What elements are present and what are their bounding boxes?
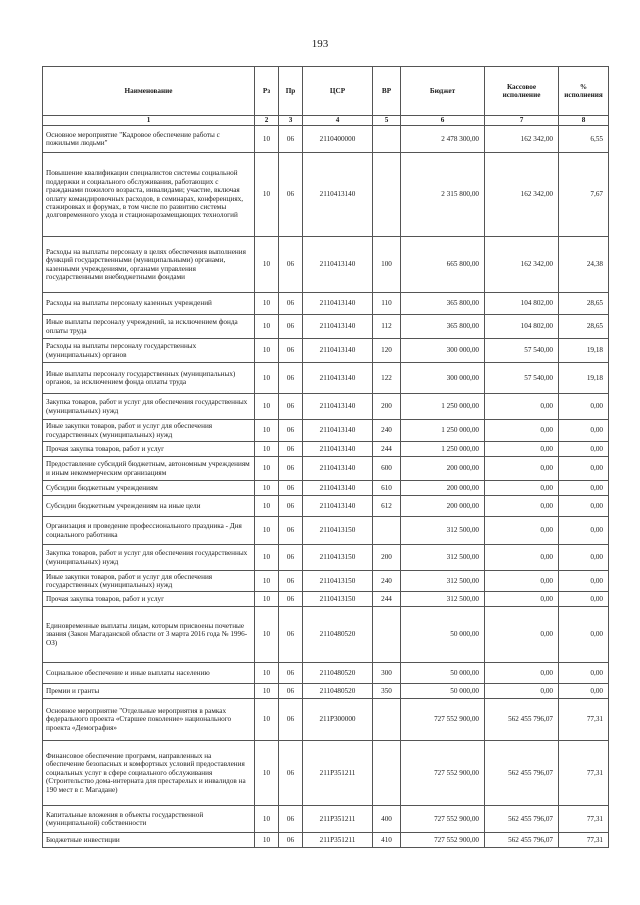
row-csr: 2110413140 xyxy=(303,457,373,481)
row-pr: 06 xyxy=(279,833,303,848)
row-name: Субсидии бюджетным учреждениям xyxy=(43,481,255,496)
header-rz: Рз xyxy=(255,67,279,116)
row-vr: 244 xyxy=(373,592,401,607)
row-cash-execution: 0,00 xyxy=(485,481,559,496)
table-row xyxy=(43,496,609,517)
row-vr: 612 xyxy=(373,496,401,517)
row-budget: 2 478 300,00 xyxy=(401,126,485,153)
row-csr: 2110413140 xyxy=(303,339,373,363)
row-percent-execution: 0,00 xyxy=(559,545,609,571)
row-percent-execution: 0,00 xyxy=(559,592,609,607)
table-row xyxy=(43,607,609,663)
row-csr: 2110480520 xyxy=(303,663,373,684)
row-cash-execution: 162 342,00 xyxy=(485,153,559,237)
row-budget: 2 315 800,00 xyxy=(401,153,485,237)
row-name: Финансовое обеспечение программ, направленных на обеспечение безопасных и комфортных условий предоставления социальных услуг в сфере социального обслуживания (Строительство дома-интерната для престарелых и инвалидов на 190 мест в г. Магадане) xyxy=(43,741,255,806)
row-name: Иные выплаты персоналу государственных (муниципальных) органов, за исключением фонда оплаты труда xyxy=(43,363,255,394)
row-rz: 10 xyxy=(255,339,279,363)
header-pr: Пр xyxy=(279,67,303,116)
row-rz: 10 xyxy=(255,741,279,806)
column-number-row xyxy=(43,116,609,126)
row-percent-execution: 77,31 xyxy=(559,699,609,741)
row-cash-execution: 162 342,00 xyxy=(485,237,559,293)
row-cash-execution: 104 802,00 xyxy=(485,315,559,339)
row-vr: 600 xyxy=(373,457,401,481)
row-rz: 10 xyxy=(255,592,279,607)
row-percent-execution: 28,65 xyxy=(559,315,609,339)
row-rz: 10 xyxy=(255,699,279,741)
row-vr xyxy=(373,699,401,741)
row-name: Капитальные вложения в объекты государственной (муниципальной) собственности xyxy=(43,806,255,833)
table-row xyxy=(43,237,609,293)
table-row xyxy=(43,315,609,339)
row-pr: 06 xyxy=(279,237,303,293)
row-percent-execution: 77,31 xyxy=(559,806,609,833)
row-cash-execution: 562 455 796,07 xyxy=(485,833,559,848)
row-percent-execution: 0,00 xyxy=(559,394,609,420)
table-row xyxy=(43,126,609,153)
row-vr: 240 xyxy=(373,571,401,592)
row-pr: 06 xyxy=(279,153,303,237)
row-csr: 2110413140 xyxy=(303,394,373,420)
row-rz: 10 xyxy=(255,126,279,153)
page-number: 193 xyxy=(311,38,329,50)
row-pr: 06 xyxy=(279,315,303,339)
row-rz: 10 xyxy=(255,293,279,315)
table-row xyxy=(43,545,609,571)
row-pr: 06 xyxy=(279,339,303,363)
column-number: 2 xyxy=(255,116,279,126)
row-cash-execution: 0,00 xyxy=(485,496,559,517)
row-budget: 1 250 000,00 xyxy=(401,394,485,420)
row-pr: 06 xyxy=(279,363,303,394)
row-cash-execution: 0,00 xyxy=(485,394,559,420)
row-name: Субсидии бюджетным учреждениям на иные цели xyxy=(43,496,255,517)
row-vr xyxy=(373,517,401,545)
row-rz: 10 xyxy=(255,663,279,684)
row-name: Основное мероприятие "Отдельные мероприятия в рамках федерального проекта «Старшее поколение» национального проекта «Демография» xyxy=(43,699,255,741)
row-pr: 06 xyxy=(279,126,303,153)
row-rz: 10 xyxy=(255,481,279,496)
row-name: Прочая закупка товаров, работ и услуг xyxy=(43,442,255,457)
table-row xyxy=(43,363,609,394)
column-number: 1 xyxy=(43,116,255,126)
row-percent-execution: 0,00 xyxy=(559,481,609,496)
table-row xyxy=(43,153,609,237)
header-name: Наименование xyxy=(43,67,255,116)
row-vr xyxy=(373,741,401,806)
row-pr: 06 xyxy=(279,481,303,496)
table-row xyxy=(43,571,609,592)
row-csr: 2110413140 xyxy=(303,442,373,457)
row-name: Премии и гранты xyxy=(43,684,255,699)
row-name: Расходы на выплаты персоналу казенных учреждений xyxy=(43,293,255,315)
row-name: Иные закупки товаров, работ и услуг для обеспечения государственных (муниципальных) нужд xyxy=(43,571,255,592)
row-budget: 1 250 000,00 xyxy=(401,420,485,442)
row-name: Единовременные выплаты лицам, которым присвоены почетные звания (Закон Магаданской области от 3 марта 2016 года № 1996-ОЗ) xyxy=(43,607,255,663)
row-cash-execution: 0,00 xyxy=(485,517,559,545)
row-pr: 06 xyxy=(279,517,303,545)
row-cash-execution: 0,00 xyxy=(485,684,559,699)
row-percent-execution: 0,00 xyxy=(559,420,609,442)
row-csr: 2110413150 xyxy=(303,517,373,545)
row-cash-execution: 0,00 xyxy=(485,457,559,481)
table-row xyxy=(43,293,609,315)
row-pr: 06 xyxy=(279,420,303,442)
row-vr: 610 xyxy=(373,481,401,496)
table-row xyxy=(43,442,609,457)
row-csr: 2110413140 xyxy=(303,496,373,517)
row-budget: 300 000,00 xyxy=(401,339,485,363)
row-csr: 2110413140 xyxy=(303,420,373,442)
row-budget: 200 000,00 xyxy=(401,481,485,496)
row-csr: 2110480520 xyxy=(303,684,373,699)
table-row xyxy=(43,741,609,806)
row-pr: 06 xyxy=(279,699,303,741)
row-rz: 10 xyxy=(255,684,279,699)
row-vr: 122 xyxy=(373,363,401,394)
row-rz: 10 xyxy=(255,833,279,848)
row-csr: 2110413150 xyxy=(303,592,373,607)
row-csr: 211P351211 xyxy=(303,833,373,848)
row-csr: 2110480520 xyxy=(303,607,373,663)
row-rz: 10 xyxy=(255,571,279,592)
row-name: Основное мероприятие "Кадровое обеспечение работы с пожилыми людьми" xyxy=(43,126,255,153)
row-cash-execution: 104 802,00 xyxy=(485,293,559,315)
row-budget: 200 000,00 xyxy=(401,457,485,481)
row-percent-execution: 0,00 xyxy=(559,663,609,684)
row-rz: 10 xyxy=(255,237,279,293)
row-budget: 312 500,00 xyxy=(401,517,485,545)
row-vr: 300 xyxy=(373,663,401,684)
row-percent-execution: 6,55 xyxy=(559,126,609,153)
row-percent-execution: 0,00 xyxy=(559,607,609,663)
row-budget: 200 000,00 xyxy=(401,496,485,517)
row-csr: 211P351211 xyxy=(303,806,373,833)
row-vr: 120 xyxy=(373,339,401,363)
row-pr: 06 xyxy=(279,684,303,699)
row-rz: 10 xyxy=(255,315,279,339)
row-budget: 50 000,00 xyxy=(401,684,485,699)
row-percent-execution: 0,00 xyxy=(559,496,609,517)
column-number: 7 xyxy=(485,116,559,126)
row-csr: 2110413150 xyxy=(303,571,373,592)
column-number: 4 xyxy=(303,116,373,126)
table-row xyxy=(43,699,609,741)
table-row xyxy=(43,517,609,545)
row-pr: 06 xyxy=(279,545,303,571)
row-rz: 10 xyxy=(255,363,279,394)
row-vr xyxy=(373,607,401,663)
row-budget: 50 000,00 xyxy=(401,607,485,663)
row-csr: 2110400000 xyxy=(303,126,373,153)
header-csr: ЦСР xyxy=(303,67,373,116)
row-budget: 300 000,00 xyxy=(401,363,485,394)
row-percent-execution: 19,18 xyxy=(559,339,609,363)
column-number: 3 xyxy=(279,116,303,126)
row-name: Повышение квалификации специалистов системы социальной поддержки и социального обслуживания, работающих с гражданами пожилого возраста, инвалидами; участие, включая оплату командировочных расходов, в семинарах, конференциях, стажировках и форумах, в том числе по развитию системы долговременного ухода и стационарозамещающих технологий xyxy=(43,153,255,237)
row-vr: 410 xyxy=(373,833,401,848)
row-budget: 365 800,00 xyxy=(401,293,485,315)
row-cash-execution: 0,00 xyxy=(485,663,559,684)
row-budget: 50 000,00 xyxy=(401,663,485,684)
row-vr xyxy=(373,153,401,237)
row-budget: 727 552 900,00 xyxy=(401,741,485,806)
row-name: Расходы на выплаты персоналу государственных (муниципальных) органов xyxy=(43,339,255,363)
row-name: Иные выплаты персоналу учреждений, за исключением фонда оплаты труда xyxy=(43,315,255,339)
row-cash-execution: 0,00 xyxy=(485,545,559,571)
row-budget: 727 552 900,00 xyxy=(401,833,485,848)
row-vr: 200 xyxy=(373,394,401,420)
column-number: 8 xyxy=(559,116,609,126)
table-row xyxy=(43,339,609,363)
row-pr: 06 xyxy=(279,592,303,607)
row-cash-execution: 0,00 xyxy=(485,571,559,592)
row-vr: 100 xyxy=(373,237,401,293)
row-pr: 06 xyxy=(279,607,303,663)
row-pr: 06 xyxy=(279,571,303,592)
row-vr: 200 xyxy=(373,545,401,571)
row-name: Закупка товаров, работ и услуг для обеспечения государственных (муниципальных) нужд xyxy=(43,394,255,420)
row-percent-execution: 0,00 xyxy=(559,457,609,481)
row-rz: 10 xyxy=(255,607,279,663)
table-row xyxy=(43,394,609,420)
row-cash-execution: 0,00 xyxy=(485,442,559,457)
row-budget: 365 800,00 xyxy=(401,315,485,339)
row-rz: 10 xyxy=(255,545,279,571)
row-pr: 06 xyxy=(279,806,303,833)
row-percent-execution: 0,00 xyxy=(559,571,609,592)
column-number: 5 xyxy=(373,116,401,126)
row-name: Организация и проведение профессионального праздника - Дня социального работника xyxy=(43,517,255,545)
row-percent-execution: 0,00 xyxy=(559,442,609,457)
row-cash-execution: 562 455 796,07 xyxy=(485,806,559,833)
row-pr: 06 xyxy=(279,293,303,315)
table-row xyxy=(43,806,609,833)
row-csr: 211P351211 xyxy=(303,741,373,806)
budget-execution-table xyxy=(42,66,609,848)
row-percent-execution: 0,00 xyxy=(559,684,609,699)
row-rz: 10 xyxy=(255,420,279,442)
row-cash-execution: 0,00 xyxy=(485,420,559,442)
row-rz: 10 xyxy=(255,496,279,517)
row-vr: 110 xyxy=(373,293,401,315)
row-name: Расходы на выплаты персоналу в целях обеспечения выполнения функций государственными (муниципальными) органами, казенными учреждениями, органами управления государственными внебюджетными фондами xyxy=(43,237,255,293)
row-csr: 211P300000 xyxy=(303,699,373,741)
row-name: Предоставление субсидий бюджетным, автономным учреждениям и иным некоммерческим организациям xyxy=(43,457,255,481)
row-cash-execution: 562 455 796,07 xyxy=(485,699,559,741)
row-vr: 112 xyxy=(373,315,401,339)
row-name: Закупка товаров, работ и услуг для обеспечения государственных (муниципальных) нужд xyxy=(43,545,255,571)
row-rz: 10 xyxy=(255,153,279,237)
row-rz: 10 xyxy=(255,457,279,481)
row-csr: 2110413140 xyxy=(303,481,373,496)
row-budget: 665 800,00 xyxy=(401,237,485,293)
table-row xyxy=(43,481,609,496)
header-vr: ВР xyxy=(373,67,401,116)
row-cash-execution: 57 540,00 xyxy=(485,363,559,394)
table-row xyxy=(43,592,609,607)
row-vr: 350 xyxy=(373,684,401,699)
row-rz: 10 xyxy=(255,806,279,833)
row-budget: 312 500,00 xyxy=(401,571,485,592)
row-cash-execution: 562 455 796,07 xyxy=(485,741,559,806)
row-vr: 240 xyxy=(373,420,401,442)
row-csr: 2110413140 xyxy=(303,315,373,339)
table-row xyxy=(43,684,609,699)
row-percent-execution: 24,38 xyxy=(559,237,609,293)
row-name: Прочая закупка товаров, работ и услуг xyxy=(43,592,255,607)
row-pr: 06 xyxy=(279,394,303,420)
row-csr: 2110413140 xyxy=(303,237,373,293)
row-name: Бюджетные инвестиции xyxy=(43,833,255,848)
row-vr: 400 xyxy=(373,806,401,833)
row-csr: 2110413140 xyxy=(303,293,373,315)
header-row xyxy=(43,67,609,116)
row-cash-execution: 0,00 xyxy=(485,592,559,607)
row-pr: 06 xyxy=(279,496,303,517)
row-pr: 06 xyxy=(279,663,303,684)
row-percent-execution: 19,18 xyxy=(559,363,609,394)
row-rz: 10 xyxy=(255,394,279,420)
row-budget: 727 552 900,00 xyxy=(401,806,485,833)
header-budget: Бюджет xyxy=(401,67,485,116)
column-number: 6 xyxy=(401,116,485,126)
row-rz: 10 xyxy=(255,517,279,545)
table-row xyxy=(43,457,609,481)
row-cash-execution: 0,00 xyxy=(485,607,559,663)
row-csr: 2110413140 xyxy=(303,363,373,394)
header-cash-execution: Кассовое исполнение xyxy=(485,67,559,116)
row-csr: 2110413140 xyxy=(303,153,373,237)
table-row xyxy=(43,833,609,848)
header-percent-execution: % исполнения xyxy=(559,67,609,116)
row-percent-execution: 0,00 xyxy=(559,517,609,545)
row-cash-execution: 162 342,00 xyxy=(485,126,559,153)
row-name: Социальное обеспечение и иные выплаты населению xyxy=(43,663,255,684)
row-budget: 1 250 000,00 xyxy=(401,442,485,457)
row-percent-execution: 7,67 xyxy=(559,153,609,237)
row-percent-execution: 77,31 xyxy=(559,833,609,848)
row-rz: 10 xyxy=(255,442,279,457)
row-csr: 2110413150 xyxy=(303,545,373,571)
row-vr: 244 xyxy=(373,442,401,457)
row-name: Иные закупки товаров, работ и услуг для обеспечения государственных (муниципальных) нужд xyxy=(43,420,255,442)
row-cash-execution: 57 540,00 xyxy=(485,339,559,363)
row-budget: 312 500,00 xyxy=(401,545,485,571)
row-pr: 06 xyxy=(279,741,303,806)
table-row xyxy=(43,663,609,684)
row-percent-execution: 28,65 xyxy=(559,293,609,315)
row-percent-execution: 77,31 xyxy=(559,741,609,806)
row-pr: 06 xyxy=(279,442,303,457)
table-row xyxy=(43,420,609,442)
row-budget: 727 552 900,00 xyxy=(401,699,485,741)
row-budget: 312 500,00 xyxy=(401,592,485,607)
row-pr: 06 xyxy=(279,457,303,481)
row-vr xyxy=(373,126,401,153)
